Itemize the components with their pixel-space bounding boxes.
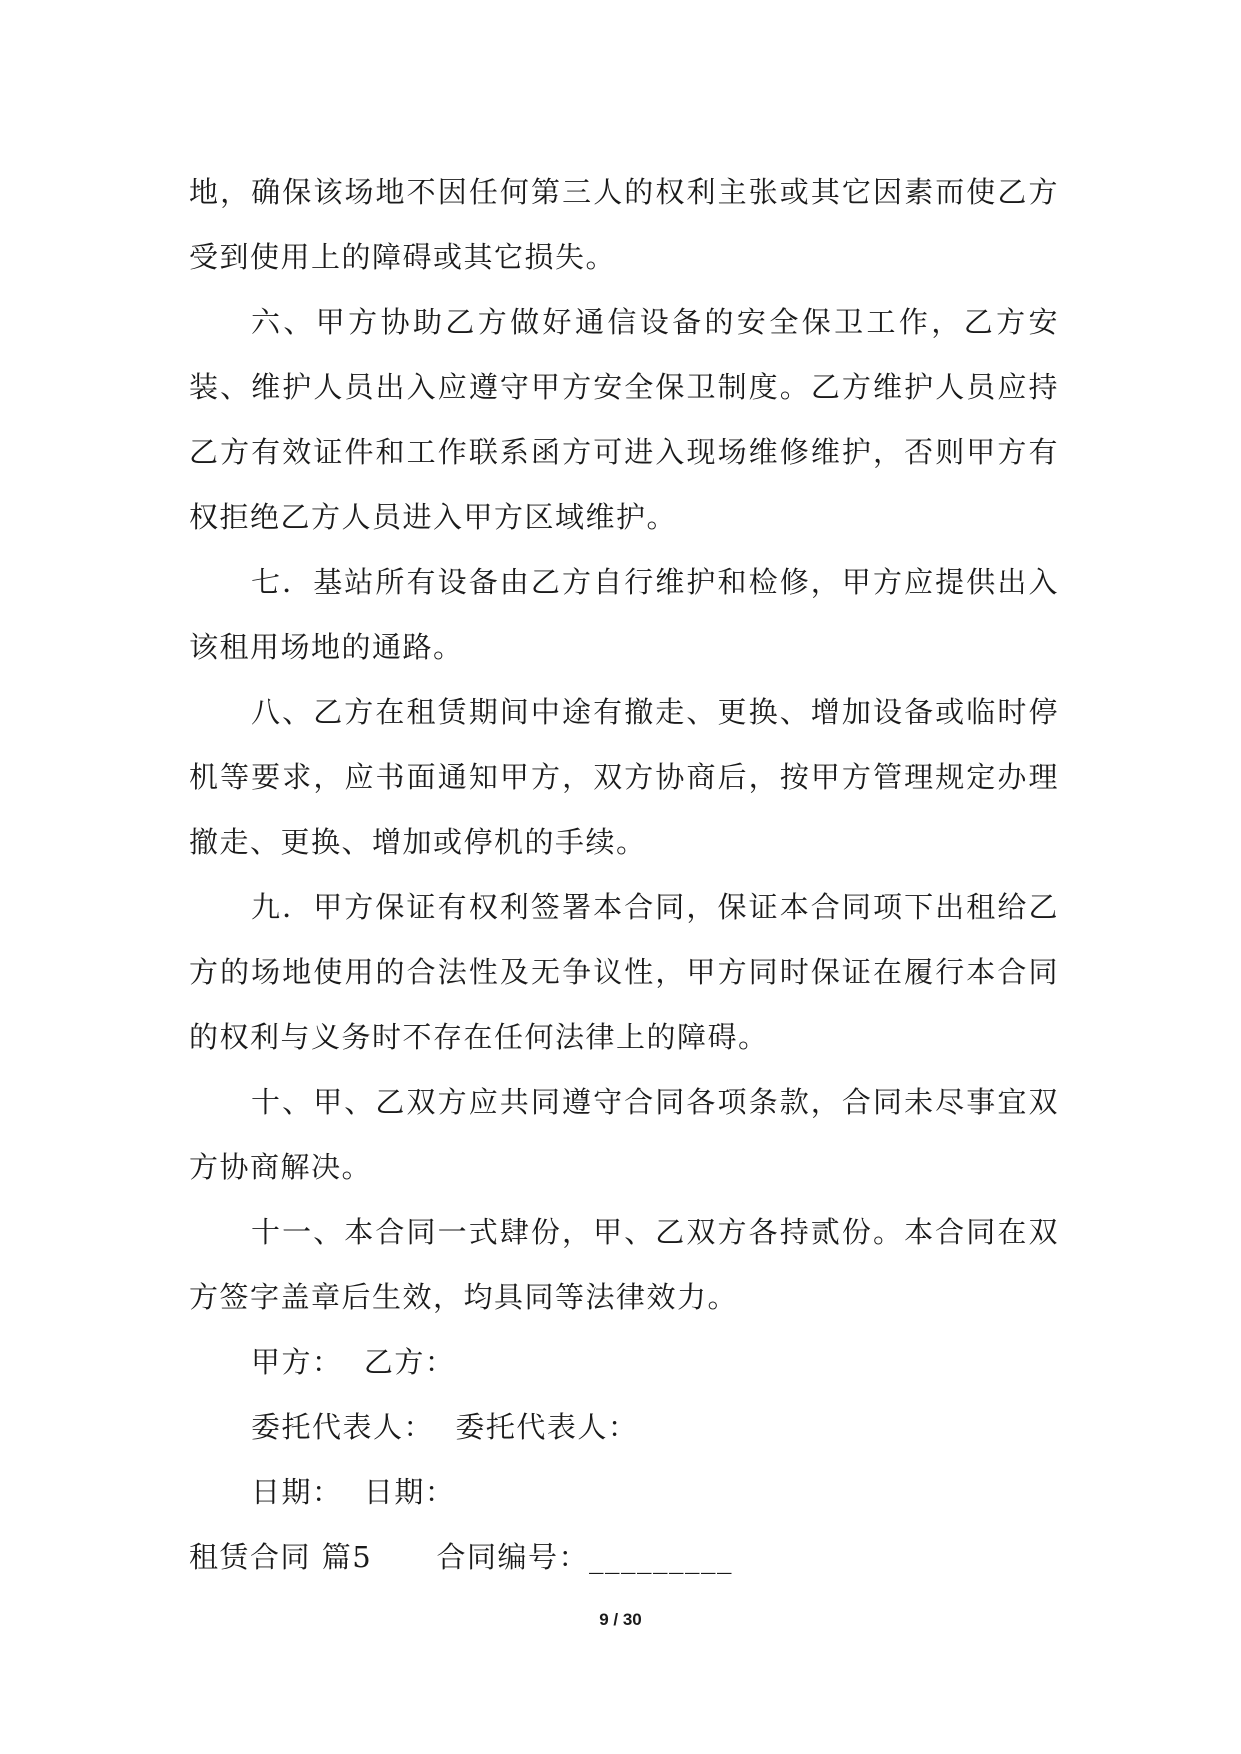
signature-representative-line: 委托代表人： 委托代表人： — [251, 1410, 639, 1444]
clause-7: 七．基站所有设备由乙方自行维护和检修，甲方应提供出入该租用场地的通路。 — [189, 565, 1059, 664]
clause-11: 十一、本合同一式肆份，甲、乙双方各持贰份。本合同在双方签字盖章后生效，均具同等法律效力。 — [189, 1215, 1059, 1314]
paragraph-continuation: 地，确保该场地不因任何第三人的权利主张或其它因素而使乙方受到使用上的障碍或其它损失。 — [189, 175, 1059, 274]
page-number: 9 / 30 — [599, 1610, 642, 1629]
signature-date-line: 日期： 日期： — [251, 1475, 456, 1509]
clause-8: 八、乙方在租赁期间中途有撤走、更换、增加设备或临时停机等要求，应书面通知甲方，双方协商后，按甲方管理规定办理撤走、更换、增加或停机的手续。 — [189, 695, 1059, 859]
document-body — [189, 160, 1059, 1590]
clause-10: 十、甲、乙双方应共同遵守合同各项条款，合同未尽事宜双方协商解决。 — [189, 1085, 1059, 1184]
next-contract-heading: 租赁合同 篇5 合同编号：_________ — [189, 1540, 733, 1574]
clause-9: 九．甲方保证有权利签署本合同，保证本合同项下出租给乙方的场地使用的合法性及无争议性，甲方同时保证在履行本合同的权利与义务时不存在任何法律上的障碍。 — [189, 890, 1059, 1054]
signature-parties-line: 甲方： 乙方： — [251, 1345, 456, 1379]
clause-6: 六、甲方协助乙方做好通信设备的安全保卫工作，乙方安装、维护人员出入应遵守甲方安全保卫制度。乙方维护人员应持乙方有效证件和工作联系函方可进入现场维修维护，否则甲方有权拒绝乙方人员进入甲方区域维护。 — [189, 305, 1059, 534]
